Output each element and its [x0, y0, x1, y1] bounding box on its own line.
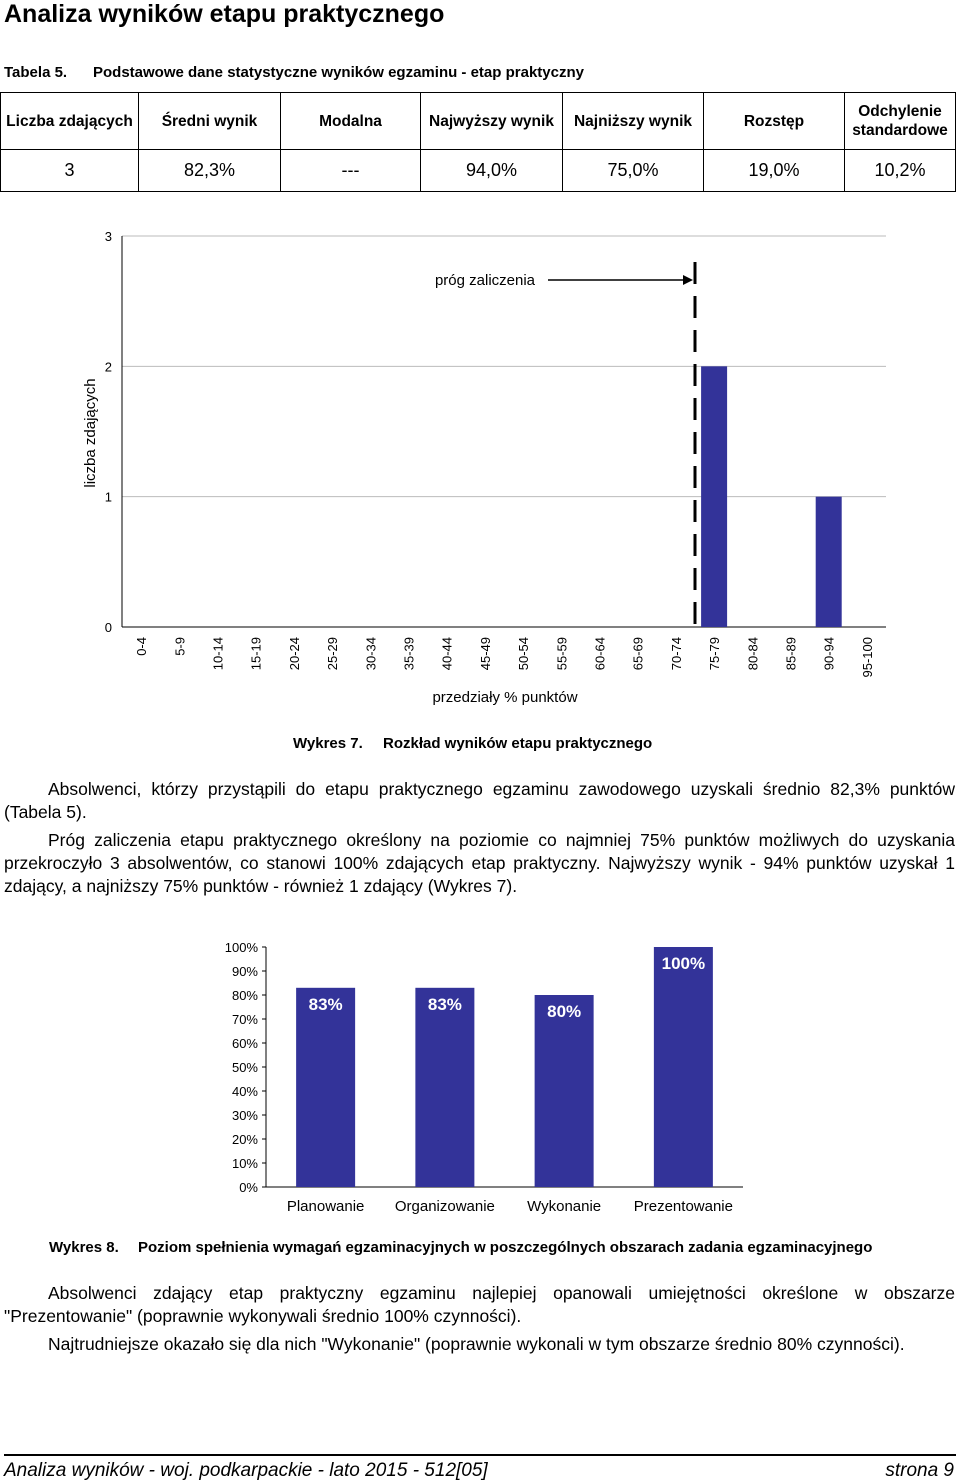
- threshold-arrowhead: [683, 275, 693, 285]
- header-cell: Najwyższy wynik: [421, 93, 563, 150]
- chart2-caption-label: Wykres 8.: [49, 1239, 119, 1256]
- areas-data-label: 80%: [547, 1002, 582, 1021]
- paragraph-4-text: Najtrudniejsze okazało się dla nich "Wykonanie" (poprawnie wykonali w tym obszarze średnio 80% czynności).: [48, 1334, 905, 1354]
- areas-y-tick-label: 0%: [239, 1180, 258, 1195]
- histogram-x-tick-label: 70-74: [668, 637, 684, 671]
- histogram-x-tick-label: 0-4: [134, 637, 150, 656]
- areas-data-label: 100%: [661, 954, 706, 973]
- page-heading: Analiza wyników etapu praktycznego: [4, 0, 445, 28]
- histogram-x-tick-label: 50-54: [516, 637, 532, 671]
- paragraph-3: [4, 1282, 955, 1328]
- histogram-y-tick-label: 0: [104, 620, 112, 635]
- header-cell: Średni wynik: [139, 93, 281, 150]
- stats-table: [0, 92, 956, 192]
- footer-page-number: strona 9: [885, 1460, 954, 1481]
- areas-y-tick-label: 90%: [231, 964, 258, 979]
- value-cell: 94,0%: [421, 150, 563, 192]
- chart1-caption-label: Wykres 7.: [293, 735, 363, 752]
- histogram-x-tick-label: 95-100: [859, 637, 875, 678]
- histogram-x-tick-label: 65-69: [630, 637, 646, 671]
- stats-header-row: [1, 93, 956, 150]
- histogram-y-tick-label: 1: [104, 489, 112, 505]
- stats-value-row: [1, 150, 956, 192]
- header-cell: Liczba zdających: [1, 93, 139, 150]
- histogram-y-tick-label: 3: [104, 229, 112, 244]
- histogram-x-tick-label: 30-34: [363, 637, 379, 671]
- table-caption: Podstawowe dane statystyczne wyników egzaminu - etap praktyczny: [93, 64, 584, 81]
- paragraph-4: [4, 1333, 955, 1356]
- histogram-x-tick-label: 90-94: [821, 637, 837, 671]
- threshold-label: próg zaliczenia: [434, 272, 536, 289]
- table-label: Tabela 5.: [4, 64, 68, 81]
- histogram-x-tick-label: 85-89: [783, 637, 799, 671]
- footer-left: Analiza wyników - woj. podkarpackie - lato 2015 - 512[05]: [4, 1460, 488, 1481]
- paragraph-2-text: Próg zaliczenia etapu praktycznego określony na poziomie co najmniej 75% punktów możliwych do uzyskania przekroczyło 3 absolwentów, co stanowi 100% zdających etap praktyczny. Najwyższy wynik - 94% punktów uzyskał 1 zdający, a najniższy 75% punktów - również 1 zdający (Wykres 7).: [4, 830, 955, 896]
- histogram-x-tick-label: 35-39: [401, 637, 417, 671]
- histogram-bar: [816, 497, 842, 627]
- chart1-caption: Rozkład wyników etapu praktycznego: [383, 735, 653, 752]
- areas-x-tick-label: Wykonanie: [527, 1198, 602, 1215]
- value-cell: 19,0%: [704, 150, 845, 192]
- histogram-y-tick-label: 2: [104, 359, 112, 375]
- histogram-x-tick-label: 45-49: [477, 637, 493, 671]
- histogram-x-tick-label: 25-29: [325, 637, 341, 671]
- areas-bar: [296, 988, 355, 1187]
- histogram-chart: [0, 220, 960, 720]
- value-cell: 75,0%: [563, 150, 704, 192]
- areas-chart: [0, 930, 960, 1220]
- areas-data-label: 83%: [308, 994, 343, 1014]
- areas-x-tick-label: Organizowanie: [394, 1198, 495, 1215]
- value-cell: 82,3%: [139, 150, 281, 192]
- areas-y-tick-label: 80%: [231, 988, 258, 1003]
- areas-x-tick-label: Prezentowanie: [633, 1198, 733, 1215]
- header-cell: Modalna: [281, 93, 421, 150]
- histogram-x-tick-label: 40-44: [439, 637, 455, 671]
- areas-data-label: 83%: [427, 994, 462, 1014]
- paragraph-1-text: Absolwenci, którzy przystąpili do etapu praktycznego egzaminu zawodowego uzyskali średnio 82,3% punktów (Tabela 5).: [4, 779, 955, 822]
- areas-y-tick-label: 70%: [231, 1012, 258, 1027]
- areas-bar: [654, 947, 713, 1187]
- histogram-x-tick-label: 55-59: [554, 637, 570, 671]
- paragraph-3-text: Absolwenci zdający etap praktyczny egzaminu najlepiej opanowali umiejętności określone w obszarze "Prezentowanie" (poprawnie wykonywali średnio 100% czynności).: [4, 1283, 955, 1326]
- value-cell: 3: [1, 150, 139, 192]
- areas-bar: [535, 995, 594, 1187]
- histogram-y-axis-label: liczba zdających: [82, 378, 99, 488]
- histogram-x-tick-label: 80-84: [745, 637, 761, 671]
- paragraph-1: [4, 778, 955, 824]
- chart2-caption: Poziom spełnienia wymagań egzaminacyjnych w poszczególnych obszarach zadania egzaminacyjnego: [138, 1239, 873, 1256]
- histogram-x-tick-label: 15-19: [248, 637, 264, 671]
- areas-y-tick-label: 20%: [231, 1132, 258, 1147]
- areas-y-tick-label: 50%: [231, 1060, 258, 1075]
- histogram-x-tick-label: 75-79: [707, 637, 723, 671]
- areas-y-tick-label: 60%: [231, 1036, 258, 1051]
- value-cell: ---: [281, 150, 421, 192]
- header-cell: Rozstęp: [704, 93, 845, 150]
- histogram-x-tick-label: 5-9: [172, 637, 188, 656]
- areas-bar: [415, 988, 474, 1187]
- value-cell: 10,2%: [845, 150, 956, 192]
- histogram-x-tick-label: 10-14: [210, 637, 226, 671]
- areas-y-tick-label: 100%: [224, 940, 258, 955]
- histogram-x-tick-label: 20-24: [286, 637, 302, 671]
- areas-y-tick-label: 30%: [231, 1108, 258, 1123]
- histogram-x-tick-label: 60-64: [592, 637, 608, 671]
- histogram-x-axis-label: przedziały % punktów: [432, 689, 578, 706]
- areas-y-tick-label: 40%: [231, 1084, 258, 1099]
- header-cell: Odchylenie standardowe: [845, 93, 956, 150]
- header-cell: Najniższy wynik: [563, 93, 704, 150]
- areas-x-tick-label: Planowanie: [286, 1198, 365, 1215]
- histogram-bar: [701, 366, 727, 627]
- footer-rule: [4, 1454, 956, 1456]
- paragraph-2: [4, 829, 955, 898]
- areas-y-tick-label: 10%: [231, 1156, 258, 1171]
